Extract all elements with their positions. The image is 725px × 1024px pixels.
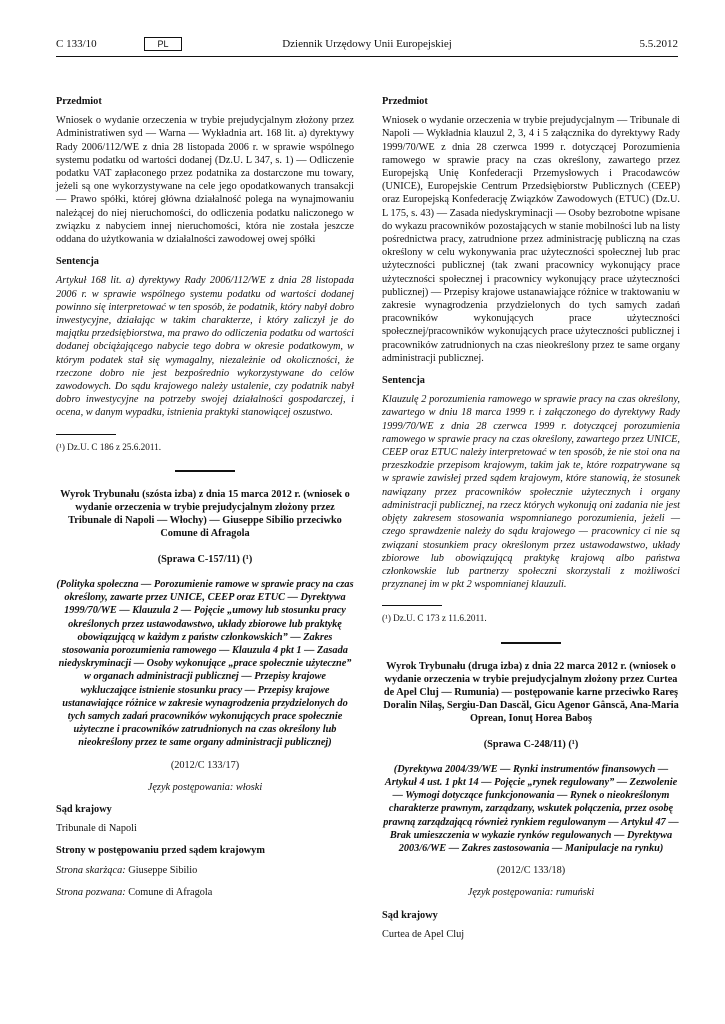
page-header	[56, 38, 678, 68]
national-court: Tribunale di Napoli	[56, 823, 137, 835]
footnote: (¹) Dz.U. C 186 z 25.6.2011.	[56, 441, 161, 452]
sentence-heading: Sentencja	[56, 256, 99, 268]
applicant-label: Strona skarżąca:	[56, 864, 126, 876]
defendant-name: Comune di Afragola	[128, 886, 213, 898]
subject-heading: Przedmiot	[382, 96, 428, 107]
journal-title: Dziennik Urzędowy Unii Europejskiej	[282, 38, 452, 50]
footnote-rule	[382, 605, 442, 606]
section-separator	[175, 470, 235, 472]
language-of-proceedings: Język postępowania: rumuński	[467, 887, 595, 899]
sentence-text: Artykuł 168 lit. a) dyrektywy Rady 2006/112/WE z dnia 28 listopada 2006 r. w sprawie wspólnego systemu podatku od wartości dodanej powinno się interpretować w ten sposób, że podatnik, który nabył dobro inwestycyjne, działając w takim charakterze, i który zaliczył je do majątku przedsiębiorstwa, ma prawo do odliczenia podatku od wartości dodanej obciążającego nabycie tego dobra w okresie podatkowym, w którym podatek stał się wymagalny, niezależnie od okoliczności, że rzeczone dobro nie jest bezpośrednio wykorzystywane do celów zawodowych. Do sądu krajowego należy ustalenie, czy podatnik nabył dobro inwestycyjne na potrzeby swojej działalności gospodarczej, i ocena, w danym wypadku, istnienia praktyki stanowiącej oszustwo.	[56, 275, 354, 419]
footnote: (¹) Dz.U. C 173 z 11.6.2011.	[382, 613, 487, 624]
defendant-label: Strona pozwana:	[56, 886, 126, 898]
subject-text: Wniosek o wydanie orzeczenia w trybie prejudycjalnym złożony przez Administratiwen syd — Warna — Wykładnia art. 168 lit. a) dyrektywy Rady 2006/112/WE z dnia 28 listopada 2006 r. w sprawie wspólnego systemu podatku od wartości dodanej (Dz.U. L 347, s. 1) — Odliczenie podatku VAT zapłaconego przez podatnika za dostarczone mu towary, jeżeli są one wykorzystywane na cele jego opodatkowanych transakcji — Prawo spółki, której główna działalność polega na wynajmowaniu należącej do niej nieruchomości, do odliczenia podatku naliczonego w związku z nabyciem innej nieruchomości, która nie została jeszcze oddana do użytkowania w działalności zawodowej owej spółki	[56, 115, 354, 246]
subject-text: Wniosek o wydanie orzeczenia w trybie prejudycjalnym — Tribunale di Napoli — Wykładnia klauzul 2, 3, 4 i 5 załącznika do dyrektywy Rady 1999/70/WE z dnia 28 czerwca 1999 r. dotyczącej Porozumienia ramowego w sprawie pracy na czas określony, zawartego przez Europejską Unię Konfederacji Przemysłowych i Pracodawców (UNICE), Europejskie Centrum Przedsiębiorstw Publicznych (CEEP) oraz Europejską Konfederację Związków Zawodowych (ETUC) (Dz.U. L 175, s. 43) — Zasada niedyskryminacji — Osoby bezrobotne wpisane do wykazu pracowników pozostających w stanie mobilności lub na listy pośrednictwa pracy, zatrudnione przez administrację publiczną na czas określony w celu wykonywania prac użyteczności społecznej lub prac użyteczności publicznej (tak zwani pracownicy wykonujący prace użyteczności społecznej i pracownicy wykonujący prace użyteczności publicznej) — Przepisy krajowe ustanawiające różnice w traktowaniu w zakresie wynagrodzenia przydzielonych do tych samych zadań pracowników wykonujących prace użyteczności społecznej/pracowników wykonujących prace użyteczności publicznej i pracowników zatrudnionych na czas nieokreślony przez te same organy administracji publicznej.	[382, 115, 680, 364]
sentence-text: Klauzulę 2 porozumienia ramowego w sprawie pracy na czas określony, zawartego w dniu 18 marca 1999 r. i załączonego do dyrektywy Rady 1999/70/WE z dnia 28 czerwca 1999 r. dotyczącej porozumienia ramowego w sprawie pracy na czas określony, zawartego przez UNICE, CEEP oraz ETUC należy interpretować w ten sposób, że nie stoi ona na przeszkodzie przepisom krajowym, takim jak te, które rozpatrywane są w sprawie zawisłej przed sądem krajowym, które stanowią, że stosunek nawiązany przez pracowników społecznie użytecznych i organy administracji publicznej, na rzecz których wykonują oni zadania nie jest objęty zakresem stosowania wspomnianego porozumienia, jeżeli — czego sprawdzenie należy do sądu krajowego — pracownicy ci nie są związani stosunkiem pracy określonym przez ustawodawstwo, układy zbiorowe lub obowiązującą praktykę krajową albo państwa członkowskie lub partnerzy społeczni skorzystali z możliwości przyznanej im w pkt 2 wspomnianej klauzuli.	[382, 394, 680, 591]
language-of-proceedings: Język postępowania: włoski	[147, 781, 263, 793]
applicant-name: Giuseppe Sibilio	[128, 864, 198, 876]
keywords: (Dyrektywa 2004/39/WE — Rynki instrumentów finansowych — Artykuł 4 ust. 1 pkt 14 — Pojęcie „rynek regulowany” — Zezwolenie — Wymogi dotyczące funkcjonowania — Rynek o nieokreślonym charakterze prawnym, zarządzany, wskutek połączenia, przez osobę prawną zarządzającą również rynkiem regulowanym — Artykuł 47 — Brak umieszczenia w wykazie rynków regulowanych — Dyrektywa 2003/6/WE — Zakres zastosowania — Manipulacje na rynku)	[383, 763, 679, 854]
left-column	[56, 95, 354, 899]
subject-heading: Przedmiot	[56, 96, 102, 107]
header-rule	[56, 56, 678, 57]
judgment-title: Wyrok Trybunału (druga izba) z dnia 22 marca 2012 r. (wniosek o wydanie orzeczenia w trybie prejudycjalnym złożony przez Curtea de Apel Cluj — Rumunia) — postępowanie karne przeciwko Rareş Doralin Nilaş, Sergiu-Dan Dascăl, Gicu Agenor Gânscă, Ana-Maria Oprean, Ionuţ Horea Baboş	[383, 660, 679, 725]
case-number: (Sprawa C-248/11) (¹)	[483, 738, 579, 750]
defendant-line	[56, 886, 354, 899]
publication-date: 5.5.2012	[639, 38, 678, 50]
national-court-heading: Sąd krajowy	[56, 803, 112, 815]
journal-reference: C 133/10	[56, 38, 97, 50]
judgment-title: Wyrok Trybunału (szósta izba) z dnia 15 marca 2012 r. (wniosek o wydanie orzeczenia w trybie prejudycjalnym złożony przez Tribunale di Napoli — Włochy) — Giuseppe Sibilio przeciwko Comune di Afragola	[60, 488, 350, 540]
section-separator	[501, 642, 561, 644]
right-column	[382, 95, 680, 941]
national-court: Curtea de Apel Cluj	[382, 928, 465, 940]
sentence-heading: Sentencja	[382, 375, 425, 387]
parties-heading: Strony w postępowaniu przed sądem krajowym	[56, 845, 265, 857]
language-badge: PL	[144, 37, 182, 51]
footnote-rule	[56, 434, 116, 435]
keywords: (Polityka społeczna — Porozumienie ramowe w sprawie pracy na czas określony, zawarte przez UNICE, CEEP oraz ETUC — Dyrektywa 1999/70/WE — Klauzula 2 — Pojęcie „umowy lub stosunku pracy określonych przez ustawodawstwo, układy zbiorowe lub praktykę obowiązującą w każdym z państw członkowskich” — Zakres stosowania porozumienia ramowego — Klauzula 4 pkt 1 — Zasada niedyskryminacji — Osoby wykonujące „prace społecznie użyteczne” w organach administracji publicznej — Przepisy krajowe wykluczające istnienie stosunku pracy — Przepisy krajowe ustanawiające różnice w zakresie wynagrodzenia przydzielonych do tych samych zadań pracowników wykonujących prace społecznie użyteczne i pracowników zatrudnionych na czas określony lub nieokreślony przez te same organy administracji publicznej)	[56, 578, 354, 749]
document-code: (2012/C 133/17)	[170, 759, 240, 771]
national-court-heading: Sąd krajowy	[382, 909, 438, 921]
document-code: (2012/C 133/18)	[496, 865, 566, 877]
case-number: (Sprawa C-157/11) (¹)	[157, 553, 253, 565]
applicant-line	[56, 864, 354, 877]
